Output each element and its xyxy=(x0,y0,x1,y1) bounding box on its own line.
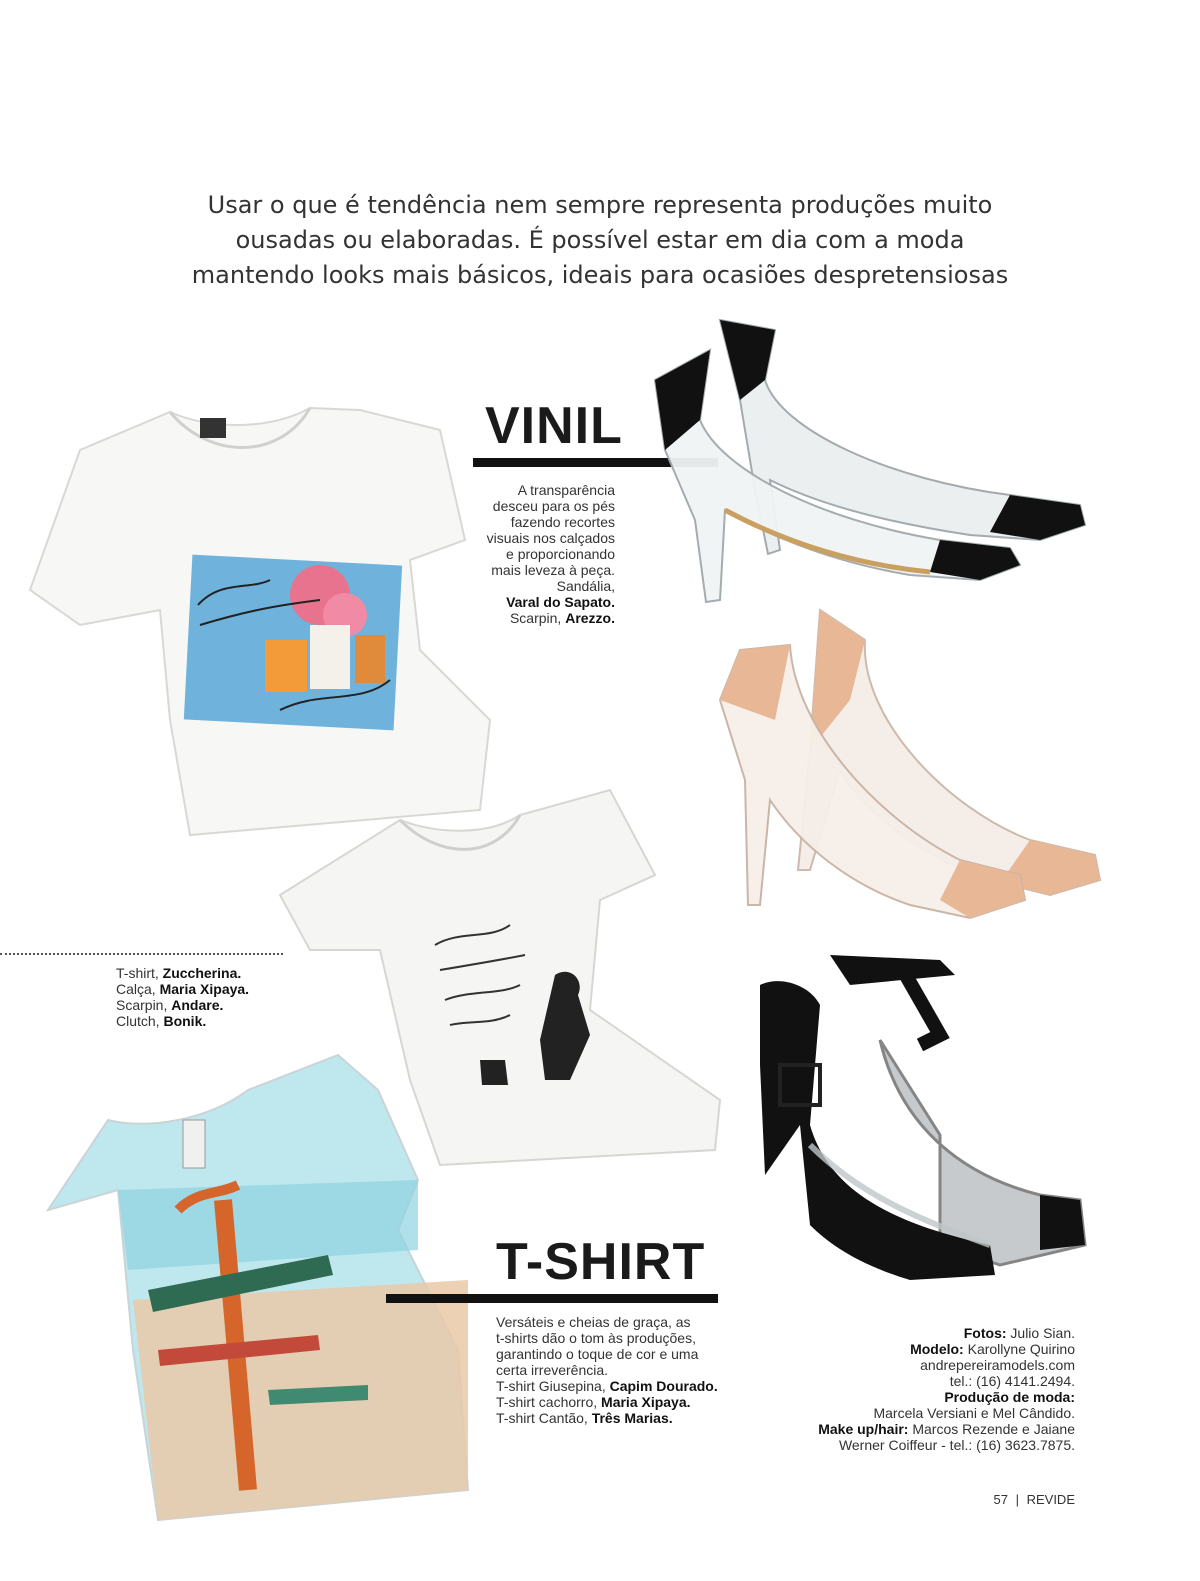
credit-label: Fotos: xyxy=(963,1325,1007,1341)
tshirt-caption-line: t-shirts dão o tom às produções, xyxy=(496,1330,696,1346)
vinil-item-2: Scarpin, xyxy=(509,610,566,626)
dotted-divider xyxy=(0,953,283,955)
left-credits xyxy=(116,965,316,1029)
vinil-caption-line: desceu para os pés xyxy=(492,498,615,514)
credit-value: Karollyne Quirino xyxy=(963,1341,1075,1357)
credit-label: Produção de moda: xyxy=(944,1389,1075,1405)
credit-item: T-shirt, xyxy=(116,965,163,981)
tshirt-caption-line: garantindo o toque de cor e uma xyxy=(496,1346,699,1362)
tshirt-heading-rule xyxy=(386,1294,718,1303)
vinil-brand-1: Varal do Sapato. xyxy=(506,594,615,610)
credit-label: Modelo: xyxy=(910,1341,964,1357)
black-pumps-photo xyxy=(640,310,1100,610)
vinil-caption-line: e proporcionando xyxy=(506,546,615,562)
page-footer xyxy=(900,1492,1075,1508)
black-sandals-photo xyxy=(740,945,1100,1290)
tshirt-beach-photo xyxy=(38,1050,478,1525)
credit-item: Scarpin, xyxy=(116,997,172,1013)
vinil-caption-line: visuais nos calçados xyxy=(486,530,615,546)
tshirt-caption xyxy=(496,1314,766,1426)
tshirt-brand: Três Marias. xyxy=(591,1410,673,1426)
tshirt-item: T-shirt cachorro, xyxy=(496,1394,602,1410)
vinil-caption xyxy=(440,482,615,626)
credit-label: Make up/hair: xyxy=(818,1421,909,1437)
vinil-heading: VINIL xyxy=(485,397,623,455)
tshirt-caption-line: certa irreverência. xyxy=(496,1362,609,1378)
tshirt-caption-line: Versáteis e cheias de graça, as xyxy=(496,1314,691,1330)
credit-value: Julio Sian. xyxy=(1006,1325,1075,1341)
credit-value: Werner Coiffeur - tel.: (16) 3623.7875. xyxy=(838,1437,1075,1453)
vinil-caption-line: Sandália, xyxy=(556,578,615,594)
page-number: 57 xyxy=(993,1492,1008,1507)
credit-tel: tel.: (16) 4141.2494. xyxy=(949,1373,1075,1389)
footer-separator: | xyxy=(1015,1492,1019,1507)
credit-brand: Maria Xipaya. xyxy=(159,981,250,997)
tshirt-item: T-shirt Cantão, xyxy=(496,1410,592,1426)
vinil-caption-line: mais leveza à peça. xyxy=(491,562,615,578)
credit-site: andrepereiramodels.com xyxy=(920,1357,1075,1373)
credit-brand: Bonik. xyxy=(163,1013,207,1029)
tshirt-heading: T-SHIRT xyxy=(496,1233,706,1291)
credit-value: Marcos Rezende e Jaiane xyxy=(908,1421,1075,1437)
credit-item: Clutch, xyxy=(116,1013,164,1029)
intro-line-3: mantendo looks mais básicos, ideais para ocasiões despretensiosas xyxy=(191,261,1009,289)
intro-paragraph xyxy=(180,188,1020,293)
credit-brand: Zuccherina. xyxy=(162,965,242,981)
vinil-caption-line: A transparência xyxy=(517,482,615,498)
intro-line-2: ousadas ou elaboradas. É possível estar em dia com a moda xyxy=(235,226,965,254)
credit-value: Marcela Versiani e Mel Cândido. xyxy=(873,1405,1075,1421)
credit-brand: Andare. xyxy=(171,997,224,1013)
tshirt-brand: Maria Xipaya. xyxy=(601,1394,691,1410)
credit-item: Calça, xyxy=(116,981,160,997)
tshirt-item: T-shirt Giusepina, xyxy=(496,1378,610,1394)
intro-line-1: Usar o que é tendência nem sempre representa produções muito xyxy=(207,191,993,219)
vinil-brand-2: Arezzo. xyxy=(565,610,615,626)
nude-pumps-photo xyxy=(700,600,1110,930)
photo-credits xyxy=(770,1325,1075,1453)
tshirt-brand: Capim Dourado. xyxy=(609,1378,718,1394)
vinil-caption-line: fazendo recortes xyxy=(510,514,615,530)
magazine-name: REVIDE xyxy=(1026,1492,1075,1507)
